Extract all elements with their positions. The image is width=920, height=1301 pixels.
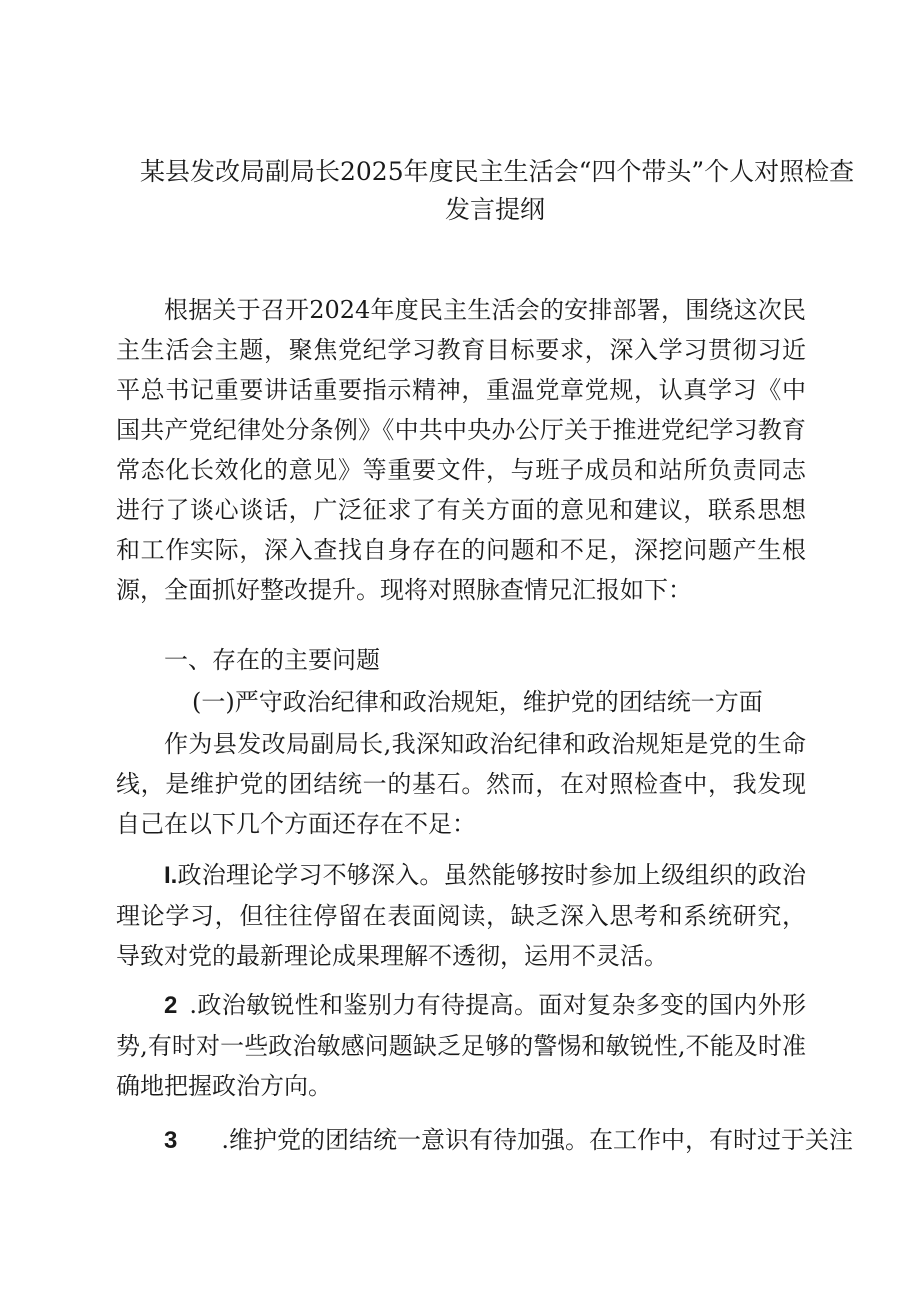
item-1-text: 政治理论学习不够深入。虽然能够按时参加上级组织的政治理论学习，但往往停留在表面阅读，缺乏深入思考和系统研究，导致对党的最新理论成果理解不透彻，运用不灵活。 bbox=[116, 861, 806, 970]
item-2 bbox=[116, 985, 806, 1106]
subsection1-heading: (一)严守政治纪律和政治规矩，维护党的团结统一方面 bbox=[192, 688, 763, 716]
item-2-text: .政治敏锐性和鉴别力有待提高。面对复杂多变的国内外形势,有时对一些政治敏感问题缺乏足够的警惕和敏锐性,不能及时准确地把握政治方向。 bbox=[116, 991, 806, 1100]
item-3-number: 3 bbox=[164, 1127, 178, 1154]
section1-heading: 一、存在的主要问题 bbox=[164, 646, 380, 674]
document-title-line1: 某县发改局副局长2025年度民主生活会“四个带头”个人对照检查 bbox=[140, 157, 855, 186]
intro-paragraph: 根据关于召开2024年度民主生活会的安排部署，围绕这次民主生活会主题，聚焦党纪学习教育目标要求，深入学习贯彻习近平总书记重要讲话重要指示精神，重温党章党规，认真学习《中国共产党纪律处分条例》《中共中央办公厅关于推进党纪学习教育常态化长效化的意见》等重要文件，与班子成员和站所负责同志进行了谈心谈话，广泛征求了有关方面的意见和建议，联系思想和工作实际，深入查找自身存在的问题和不足，深挖问题产生根源，全面抓好整改提升。现将对照脉查情兄汇报如下： bbox=[116, 296, 806, 604]
item-3-text: .维护党的团结统一意识有待加强。在工作中，有时过于关注 bbox=[221, 1126, 853, 1154]
item-2-number: 2 bbox=[164, 992, 178, 1019]
document-title-line2: 发言提纲 bbox=[444, 195, 545, 224]
subsection1-paragraph: 作为县发改局副局长,我深知政治纪律和政治规矩是党的生命线，是维护党的团结统一的基石。然而，在对照检查中，我发现自己在以下几个方面还存在不足： bbox=[116, 730, 806, 838]
item-1 bbox=[116, 855, 806, 976]
item-1-number: I. bbox=[164, 862, 178, 889]
item-3 bbox=[164, 1120, 853, 1161]
